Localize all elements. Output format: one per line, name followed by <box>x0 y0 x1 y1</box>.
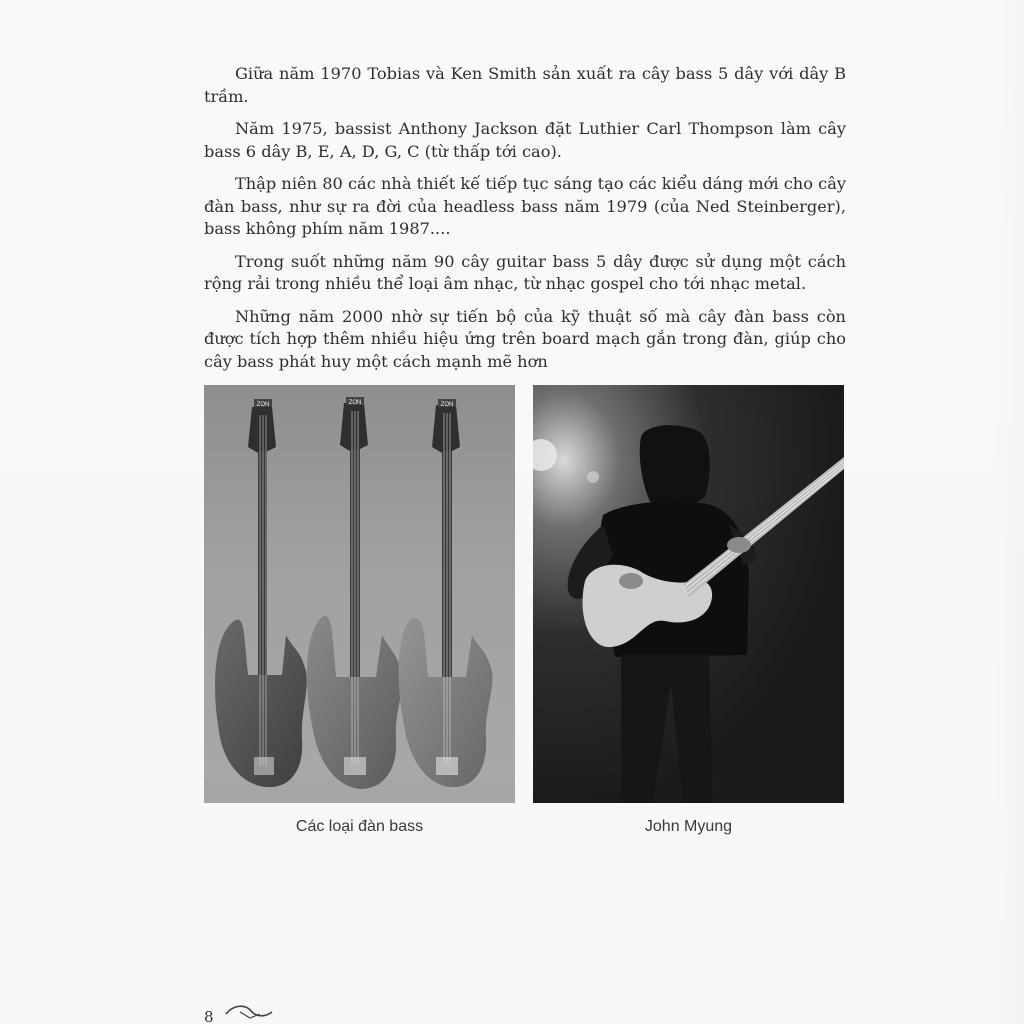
caption-john-myung: John Myung <box>644 818 733 835</box>
bass-2 <box>307 397 403 789</box>
paragraph-1975: Năm 1975, bassist Anthony Jackson đặt Luthier Carl Thompson làm cây bass 6 dây B, E, A, D, G, C (từ thấp tới cao). <box>204 119 846 161</box>
page-number: 8 <box>204 1008 214 1026</box>
bassist-illustration <box>533 385 844 803</box>
bass-guitars-illustration <box>204 385 515 803</box>
headstock-logo-3: ZON <box>440 402 454 408</box>
bass-1 <box>215 399 307 787</box>
caption-bass-types: Các loại đàn bass <box>295 818 424 835</box>
bass-3 <box>399 399 493 787</box>
paragraph-80s: Thập niên 80 các nhà thiết kế tiếp tục sáng tạo các kiểu dáng mới cho cây đàn bass, như sự ra đời của headless bass năm 1979 (của Ned Steinberger), bass không phím năm 1987.... <box>204 174 846 238</box>
paragraph-90s: Trong suốt những năm 90 cây guitar bass 5 dây được sử dụng một cách rộng rải trong nhiều thể loại âm nhạc, từ nhạc gospel cho tới nhạc metal. <box>204 251 846 293</box>
headstock-logo-1: ZON <box>256 402 270 408</box>
ornament-icon <box>220 1000 280 1022</box>
paragraph-1970: Giữa năm 1970 Tobias và Ken Smith sản xuất ra cây bass 5 dây với dây B trầm. <box>204 64 846 106</box>
bass-guitars-photo <box>204 385 515 803</box>
body-text <box>204 63 846 383</box>
bassist-photo <box>533 385 844 803</box>
page-edge-shadow <box>994 0 1024 1024</box>
headstock-logo-2: ZON <box>348 400 362 406</box>
paragraph-2000s: Những năm 2000 nhờ sự tiến bộ của kỹ thuật số mà cây đàn bass còn được tích hợp thêm nhiều hiệu ứng trên board mạch gắn trong đàn, giúp cho cây bass phát huy một cách mạnh mẽ hơn <box>204 306 846 371</box>
